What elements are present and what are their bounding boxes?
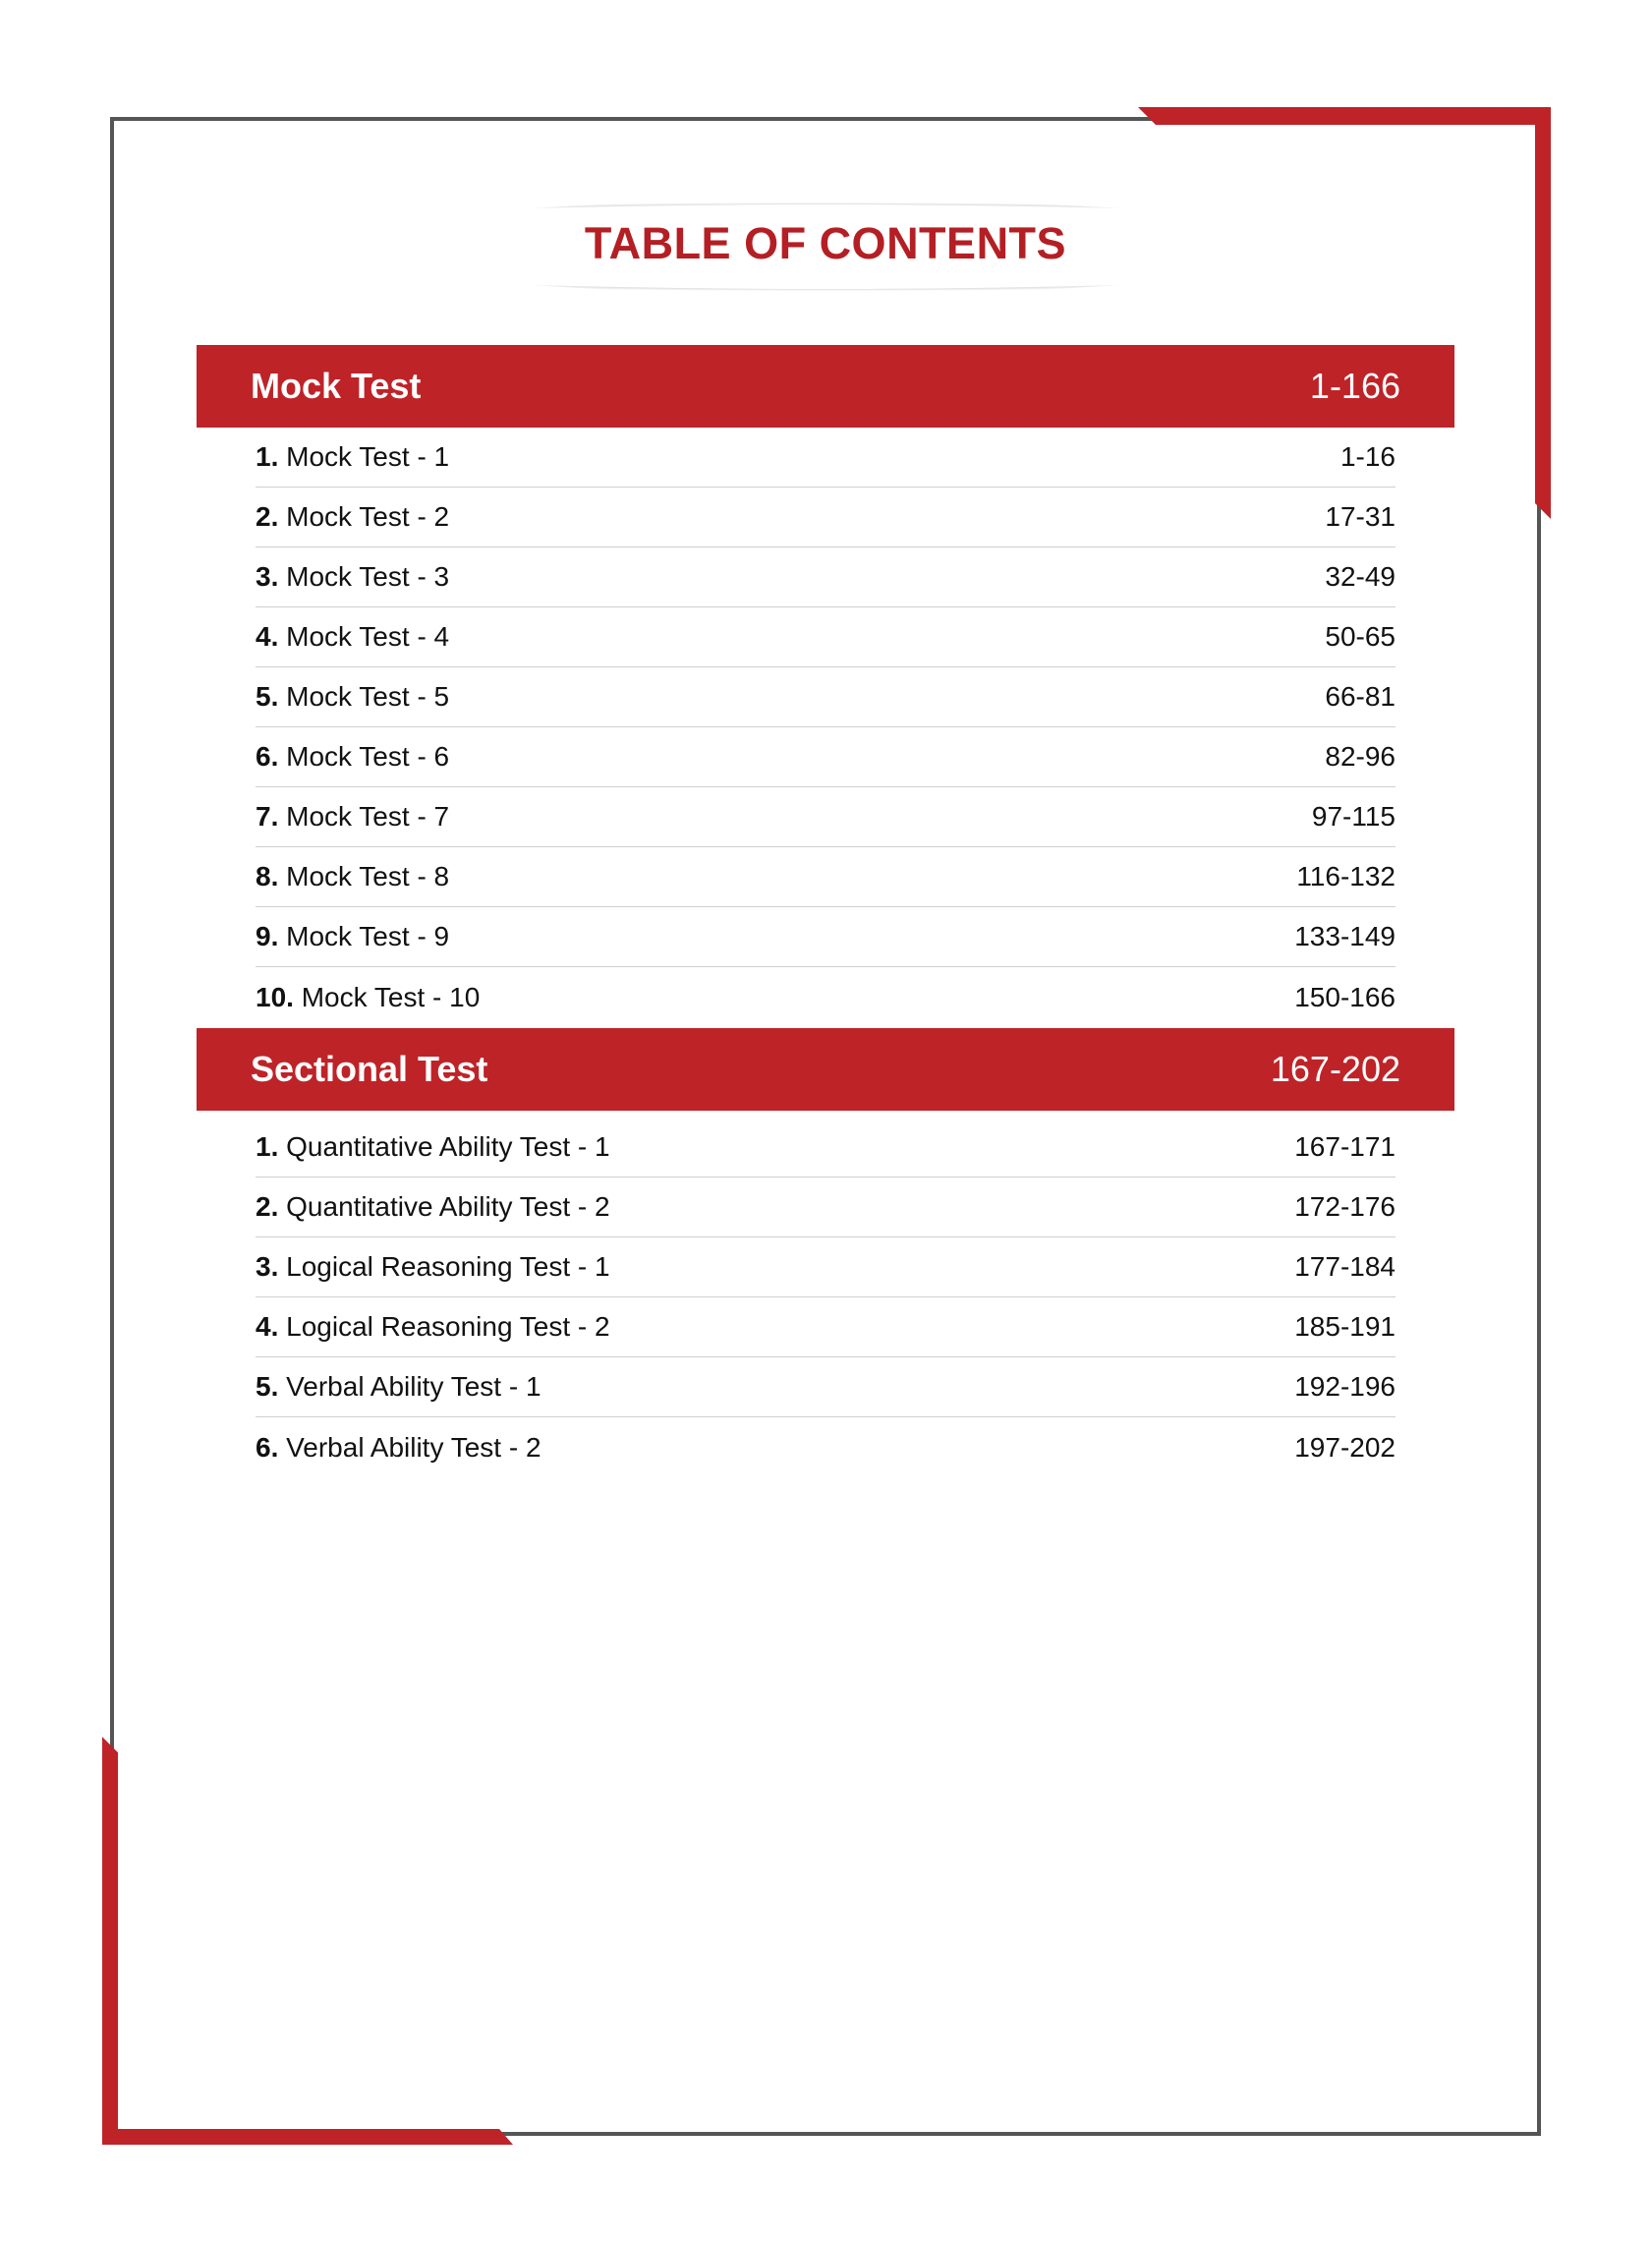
entry-title: Mock Test - 4 (286, 621, 450, 652)
entry-title: Mock Test - 5 (286, 681, 450, 712)
entry-number: 1. (256, 1131, 279, 1162)
toc-entry[interactable] (256, 847, 1396, 907)
toc-entry[interactable] (256, 1357, 1396, 1417)
entry-number: 3. (256, 1251, 279, 1282)
section-mock-test (197, 345, 1454, 1027)
toc-list (256, 428, 1396, 1027)
entry-pages: 197-202 (1294, 1431, 1396, 1463)
entry-number: 8. (256, 861, 279, 891)
toc-entry[interactable] (256, 1237, 1396, 1297)
entry-number: 1. (256, 441, 279, 472)
entry-number: 5. (256, 681, 279, 712)
section-title: Sectional Test (251, 1049, 488, 1089)
entry-pages: 172-176 (1294, 1191, 1396, 1222)
bottom-left-corner-accent (102, 1737, 513, 2145)
toc-entry[interactable] (256, 547, 1396, 607)
entry-title: Mock Test - 2 (286, 501, 450, 532)
entry-number: 2. (256, 501, 279, 532)
toc-heading (531, 195, 1120, 303)
entry-title: Verbal Ability Test - 1 (286, 1371, 541, 1402)
section-header (197, 1028, 1454, 1111)
entry-pages: 133-149 (1294, 921, 1396, 951)
toc-entry[interactable] (256, 428, 1396, 488)
entry-pages: 116-132 (1296, 861, 1396, 891)
entry-number: 7. (256, 801, 279, 832)
entry-title: Quantitative Ability Test - 2 (286, 1191, 610, 1222)
toc-entry[interactable] (256, 787, 1396, 847)
entry-pages: 82-96 (1325, 741, 1396, 772)
heading-bottom-swoosh (531, 285, 1120, 299)
entry-number: 6. (256, 741, 279, 772)
entry-title: Logical Reasoning Test - 2 (286, 1311, 610, 1342)
entry-title: Mock Test - 7 (286, 801, 450, 832)
entry-pages: 1-16 (1339, 441, 1396, 472)
entry-pages: 32-49 (1325, 561, 1396, 592)
entry-title: Mock Test - 9 (286, 921, 450, 951)
entry-pages: 66-81 (1325, 681, 1396, 712)
toc-entry[interactable] (256, 667, 1396, 727)
entry-number: 2. (256, 1191, 279, 1222)
entry-number: 5. (256, 1371, 279, 1402)
toc-entry[interactable] (256, 607, 1396, 667)
entry-pages: 177-184 (1294, 1251, 1396, 1282)
entry-pages: 185-191 (1294, 1311, 1396, 1342)
section-page-range: 1-166 (1309, 366, 1400, 406)
entry-title: Mock Test - 1 (286, 441, 450, 472)
entry-title: Quantitative Ability Test - 1 (286, 1131, 610, 1162)
entry-pages: 97-115 (1311, 801, 1396, 832)
entry-pages: 150-166 (1294, 981, 1396, 1012)
entry-title: Mock Test - 3 (286, 561, 450, 592)
heading-top-swoosh (531, 195, 1120, 208)
toc-entry[interactable] (256, 1178, 1396, 1237)
entry-pages: 167-171 (1294, 1131, 1396, 1162)
toc-entry[interactable] (256, 1118, 1396, 1178)
toc-entry[interactable] (256, 967, 1396, 1027)
entry-number: 4. (256, 621, 279, 652)
entry-pages: 17-31 (1325, 501, 1396, 532)
entry-number: 10. (256, 981, 294, 1012)
entry-title: Verbal Ability Test - 2 (286, 1431, 541, 1463)
section-page-range: 167-202 (1270, 1049, 1400, 1089)
entry-title: Logical Reasoning Test - 1 (286, 1251, 610, 1282)
toc-entry[interactable] (256, 907, 1396, 967)
toc-entry[interactable] (256, 1297, 1396, 1357)
toc-entry[interactable] (256, 1417, 1396, 1477)
entry-number: 9. (256, 921, 279, 951)
entry-title: Mock Test - 8 (286, 861, 450, 891)
page-title: TABLE OF CONTENTS (584, 218, 1067, 268)
section-title: Mock Test (251, 366, 422, 406)
entry-number: 6. (256, 1431, 279, 1463)
entry-number: 3. (256, 561, 279, 592)
entry-title: Mock Test - 6 (286, 741, 450, 772)
toc-entry[interactable] (256, 488, 1396, 547)
toc-entry[interactable] (256, 727, 1396, 787)
entry-pages: 192-196 (1294, 1371, 1396, 1402)
entry-pages: 50-65 (1325, 621, 1396, 652)
toc-list (256, 1118, 1396, 1477)
entry-number: 4. (256, 1311, 279, 1342)
entry-title: Mock Test - 10 (301, 981, 481, 1012)
section-sectional-test (197, 1028, 1454, 1477)
section-header (197, 345, 1454, 428)
